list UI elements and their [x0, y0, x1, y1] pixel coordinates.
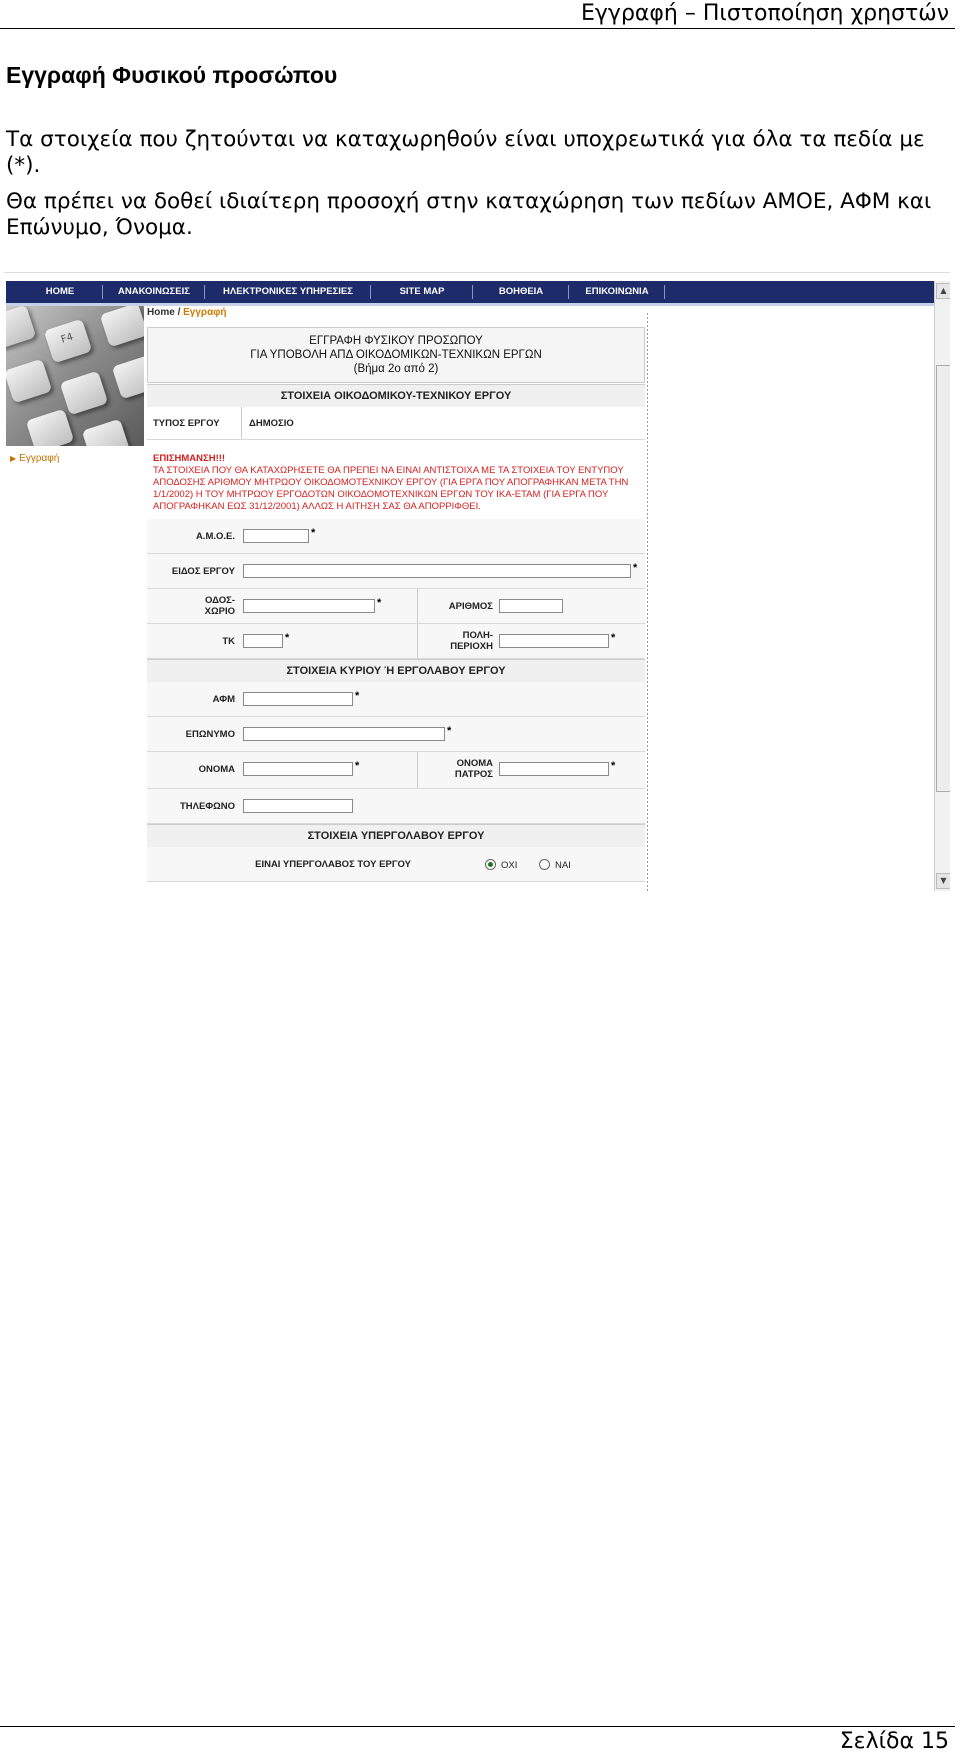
- header-title: Εγγραφή – Πιστοποίηση χρηστών: [581, 1, 949, 26]
- keyboard-key: [82, 419, 131, 446]
- form-title: ΕΓΓΡΑΦΗ ΦΥΣΙΚΟΥ ΠΡΟΣΩΠΟΥ: [309, 335, 483, 347]
- project-type-row: [147, 407, 645, 440]
- triangle-right-icon: ▶: [10, 454, 17, 463]
- city-label: [423, 630, 493, 652]
- required-mark: *: [633, 562, 638, 574]
- street-label-line2: ΧΩΡΙΟ: [204, 606, 235, 617]
- street-input[interactable]: [243, 599, 375, 613]
- required-mark: *: [377, 597, 382, 609]
- web-form-screenshot: [4, 272, 950, 891]
- top-navigation: [6, 281, 934, 306]
- required-mark: *: [355, 760, 360, 772]
- nav-contact[interactable]: ΕΠΙΚΟΙΝΩΝΙΑ: [585, 286, 649, 297]
- amoe-input[interactable]: [243, 529, 309, 543]
- street-label: [147, 595, 235, 617]
- phone-row: [147, 789, 645, 824]
- father-label-line2: ΠΑΤΡΟΣ: [454, 769, 493, 780]
- radio-no[interactable]: [485, 859, 496, 870]
- paragraph-attention: Θα πρέπει να δοθεί ιδιαίτερη προσοχή στην καταχώρηση των πεδίων ΑΜΟΕ, ΑΦΜ και Επώνυμο, Όνομα.: [6, 189, 932, 240]
- vertical-scrollbar[interactable]: [934, 281, 950, 891]
- form-subtitle: ΓΙΑ ΥΠΟΒΟΛΗ ΑΠΔ ΟΙΚΟΔΟΜΙΚΩΝ-ΤΕΧΝΙΚΩΝ ΕΡΓΩΝ: [250, 349, 542, 361]
- warning-title: ΕΠΙΣΗΜΑΝΣΗ!!!: [153, 453, 226, 464]
- father-name-input[interactable]: [499, 762, 609, 776]
- surname-row: [147, 717, 645, 752]
- form-step: (Βήμα 2ο από 2): [353, 363, 439, 375]
- keyboard-key: [112, 355, 144, 400]
- document-heading: Εγγραφή Φυσικού προσώπου: [6, 62, 338, 88]
- keyboard-key: [100, 306, 144, 347]
- scroll-down-arrow-icon[interactable]: ▼: [936, 873, 950, 889]
- nav-site-map[interactable]: SITE MAP: [399, 286, 445, 297]
- afm-row: [147, 682, 645, 717]
- subcontractor-label: ΕΙΝΑΙ ΥΠΕΡΓΟΛΑΒΟΣ ΤΟΥ ΕΡΓΟΥ: [255, 859, 411, 870]
- surname-input[interactable]: [243, 727, 445, 741]
- surname-label: ΕΠΩΝΥΜΟ: [185, 729, 235, 740]
- nav-separator: [370, 285, 371, 299]
- nav-separator: [568, 285, 569, 299]
- keyboard-key: [6, 306, 36, 349]
- breadcrumb-separator: /: [174, 307, 184, 318]
- registration-form: [147, 327, 645, 891]
- name-row: [147, 752, 645, 789]
- warning-block: [153, 453, 633, 513]
- nav-separator: [664, 285, 665, 299]
- number-label: ΑΡΙΘΜΟΣ: [448, 601, 493, 612]
- sidebar-link-register[interactable]: [10, 453, 59, 464]
- amoe-row: [147, 519, 645, 554]
- section-project: ΣΤΟΙΧΕΙΑ ΟΙΚΟΔΟΜΙΚΟΥ-ΤΕΧΝΙΚΟΥ ΕΡΓΟΥ: [147, 384, 645, 408]
- city-label-line1: ΠΟΛΗ-: [462, 630, 493, 641]
- phone-input[interactable]: [243, 799, 353, 813]
- paragraph-required-fields: Τα στοιχεία που ζητούνται να καταχωρηθούν είναι υποχρεωτικά για όλα τα πεδία με (*).: [6, 127, 925, 178]
- breadcrumb: [147, 307, 227, 318]
- sidebar-link-label: Εγγραφή: [19, 453, 60, 464]
- city-label-line2: ΠΕΡΙΟΧΗ: [450, 641, 493, 652]
- required-mark: *: [355, 690, 360, 702]
- required-mark: *: [611, 632, 616, 644]
- name-label: ΟΝΟΜΑ: [198, 764, 235, 775]
- project-type-label: ΤΥΠΟΣ ΕΡΓΟΥ: [153, 418, 220, 429]
- street-number-row: [147, 589, 645, 624]
- content-divider: [647, 313, 648, 891]
- cell-divider: [417, 752, 418, 788]
- nav-announcements[interactable]: ΑΝΑΚΟΙΝΩΣΕΙΣ: [118, 286, 190, 297]
- project-kind-row: [147, 554, 645, 589]
- afm-input[interactable]: [243, 692, 353, 706]
- form-header: [147, 327, 645, 383]
- project-type-value: ΔΗΜΟΣΙΟ: [249, 418, 294, 429]
- father-label-line1: ΟΝΟΜΑ: [456, 758, 493, 769]
- scroll-thumb[interactable]: [936, 365, 950, 792]
- nav-separator: [204, 285, 205, 299]
- page-header: [0, 0, 955, 29]
- required-mark: *: [611, 760, 616, 772]
- warning-text: ΤΑ ΣΤΟΙΧΕΙΑ ΠΟΥ ΘΑ ΚΑΤΑΧΩΡΗΣΕΤΕ ΘΑ ΠΡΕΠΕΙ ΝΑ ΕΙΝΑΙ ΑΝΤΙΣΤΟΙΧΑ ΜΕ ΤΑ ΣΤΟΙΧΕΙΑ ΤΟΥ ΕΝΤΥΠΟΥ ΑΠΟΔΟΣΗΣ ΑΡΙΘΜΟΥ ΜΗΤΡΩΟΥ ΟΙΚΟΔΟΜΟΤΕΧΝΙΚΟΥ ΕΡΓΟΥ (ΓΙΑ ΕΡΓΑ ΠΟΥ ΑΠΟΓΡΑΦΗΚΑΝ ΜΕΤΑ ΤΗΝ 1/1/2002) Η ΤΟΥ ΜΗΤΡΩΟΥ ΕΡΓΟΔΟΤΩΝ ΟΙΚΟΔΟΜΟΤΕΧΝΙΚΩΝ ΕΡΓΩΝ ΤΟΥ ΙΚΑ-ΕΤΑΜ (ΓΙΑ ΕΡΓΑ ΠΟΥ ΑΠΟΓΡΑΦΗΚΑΝ ΕΩΣ 31/12/2001) ΑΛΛΩΣ Η ΑΙΤΗΣΗ ΣΑΣ ΘΑ ΑΠΟΡΡΙΦΘΕΙ.: [153, 465, 629, 512]
- phone-label: ΤΗΛΕΦΩΝΟ: [179, 801, 235, 812]
- section-subcontractor: ΣΤΟΙΧΕΙΑ ΥΠΕΡΓΟΛΑΒΟΥ ΕΡΓΟΥ: [147, 824, 645, 848]
- page-number: Σελίδα 15: [839, 1729, 949, 1754]
- subcontractor-row: [147, 847, 645, 882]
- keyboard-key: [6, 359, 52, 404]
- amoe-label: Α.Μ.Ο.Ε.: [195, 531, 235, 542]
- required-mark: *: [447, 725, 452, 737]
- keyboard-key-f4: F4: [44, 319, 93, 364]
- cell-divider: [417, 624, 418, 658]
- section-owner: ΣΤΟΙΧΕΙΑ ΚΥΡΙΟΥ Ή ΕΡΓΟΛΑΒΟΥ ΕΡΓΟΥ: [147, 659, 645, 683]
- cell-divider: [417, 589, 418, 623]
- required-mark: *: [285, 632, 290, 644]
- scroll-up-arrow-icon[interactable]: ▲: [936, 283, 950, 299]
- nav-electronic-services[interactable]: ΗΛΕΚΤΡΟΝΙΚΕΣ ΥΠΗΡΕΣΙΕΣ: [223, 286, 353, 297]
- keyboard-key: [26, 409, 75, 446]
- father-name-label: [423, 758, 493, 780]
- radio-yes-label: ΝΑΙ: [555, 860, 571, 871]
- project-kind-label: ΕΙΔΟΣ ΕΡΓΟΥ: [171, 566, 235, 577]
- street-label-line1: ΟΔΟΣ-: [205, 595, 235, 606]
- postcode-city-row: [147, 624, 645, 659]
- cell-divider: [241, 407, 242, 439]
- nav-help[interactable]: ΒΟΗΘΕΙΑ: [498, 286, 544, 297]
- keyboard-photo: [6, 306, 144, 446]
- radio-no-label: ΟΧΙ: [501, 860, 518, 871]
- nav-home[interactable]: HOME: [45, 286, 75, 297]
- nav-separator: [472, 285, 473, 299]
- breadcrumb-home[interactable]: Home: [147, 307, 175, 318]
- radio-yes[interactable]: [539, 859, 550, 870]
- required-mark: *: [311, 527, 316, 539]
- afm-label: ΑΦΜ: [212, 694, 235, 705]
- name-input[interactable]: [243, 762, 353, 776]
- page-footer: [0, 1726, 955, 1754]
- city-input[interactable]: [499, 634, 609, 648]
- postcode-input[interactable]: [243, 634, 283, 648]
- breadcrumb-current: Εγγραφή: [183, 307, 227, 318]
- number-input[interactable]: [499, 599, 563, 613]
- nav-separator: [102, 285, 103, 299]
- postcode-label: ΤΚ: [222, 636, 235, 647]
- project-kind-input[interactable]: [243, 564, 631, 578]
- keyboard-key: [60, 371, 109, 416]
